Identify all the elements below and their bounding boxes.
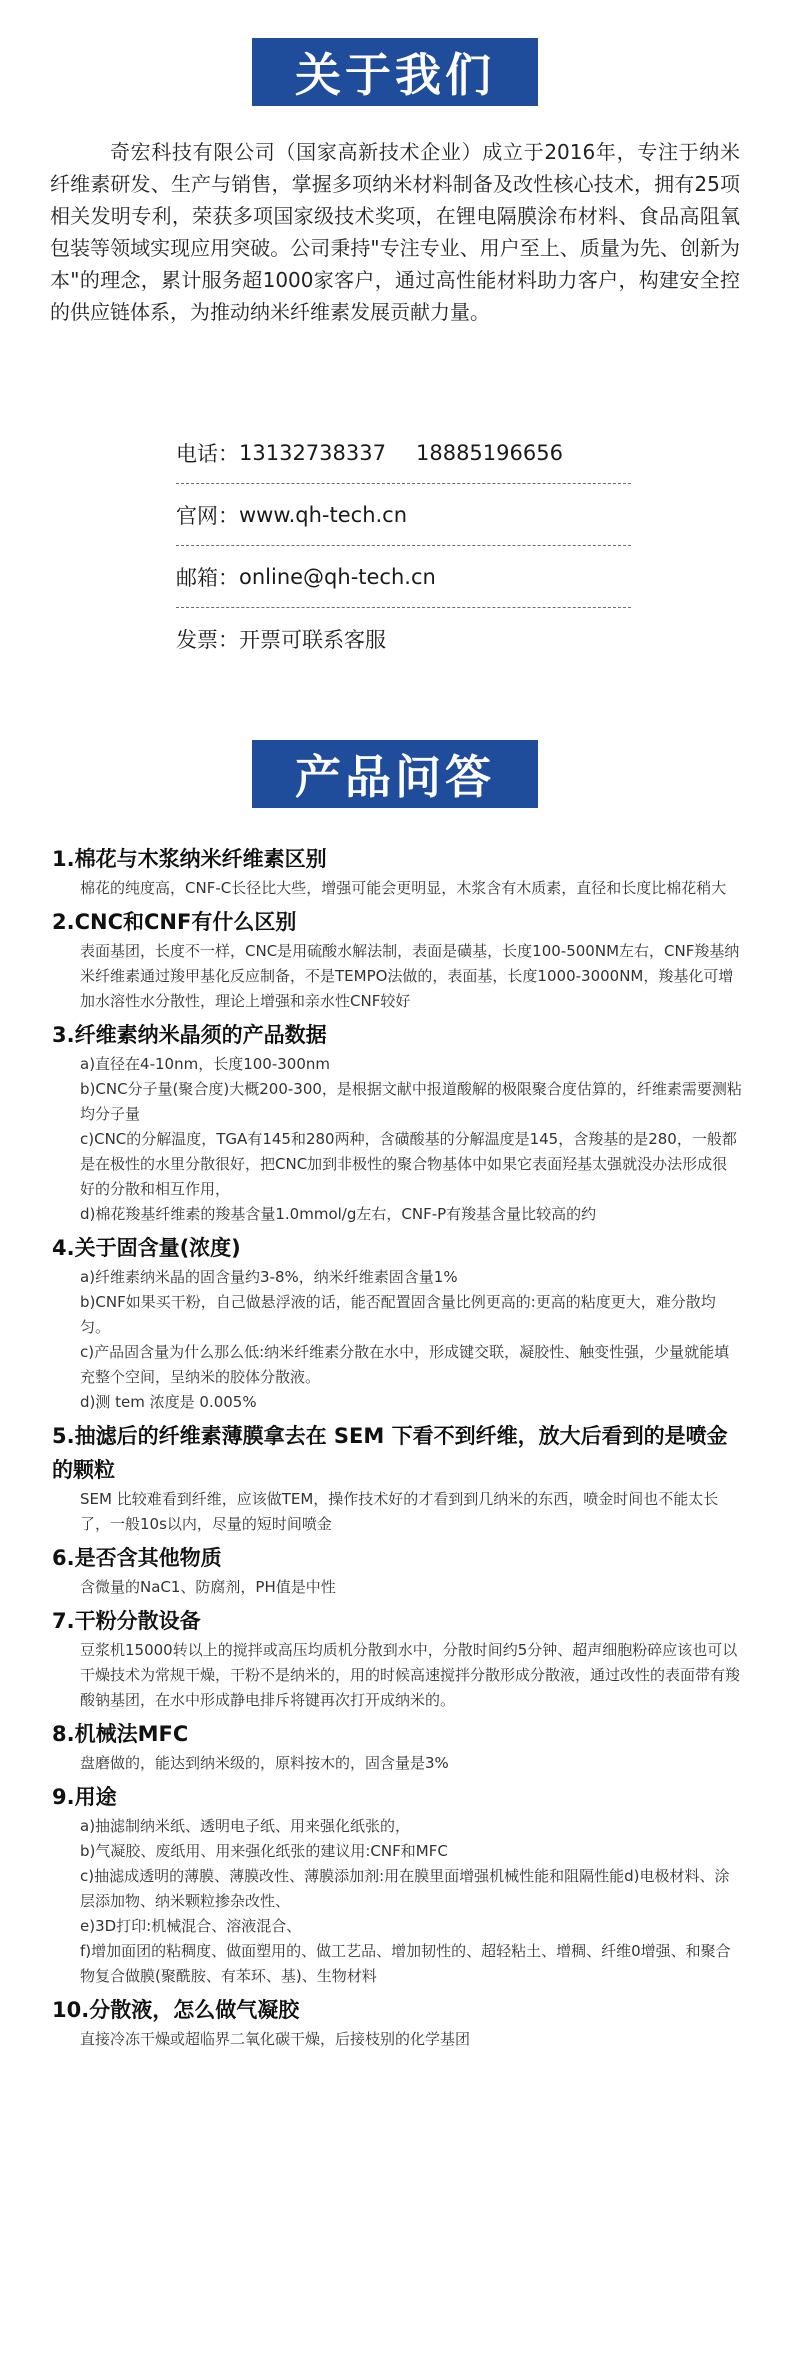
contact-block: [176, 422, 631, 670]
qa-question: 9.用途: [52, 1785, 117, 1809]
qa-item: [52, 842, 742, 901]
qa-question: 7.干粉分散设备: [52, 1609, 201, 1633]
qa-answer: [52, 1487, 742, 1537]
contact-email-row: [176, 546, 631, 608]
qa-answer-line: e)3D打印:机械混合、溶液混合、: [80, 1917, 302, 1935]
qa-item: [52, 1541, 742, 1600]
qa-banner: 产品问答: [252, 740, 538, 808]
contact-web-row: [176, 484, 631, 546]
qa-question: 4.关于固含量(浓度): [52, 1236, 241, 1260]
phone-label: 电话：: [176, 441, 239, 466]
qa-answer-line: a)直径在4-10nm，长度100-300nm: [80, 1055, 330, 1073]
qa-answer: [52, 1052, 742, 1227]
invoice-label: 发票：: [176, 628, 239, 652]
qa-answer: [52, 876, 742, 901]
qa-answer-line: 棉花的纯度高，CNF-C长径比大些，增强可能会更明显，木浆含有木质素，直径和长度比棉花稍大: [80, 879, 727, 897]
qa-question: 5.抽滤后的纤维素薄膜拿去在 SEM 下看不到纤维，放大后看到的是喷金的颗粒: [52, 1424, 728, 1482]
qa-answer-line: 豆浆机15000转以上的搅拌或高压均质机分散到水中，分散时间约5分钟、超声细胞粉碎应该也可以干燥技术为常规干燥，干粉不是纳米的，用的时候高速搅拌分散形成分散液，通过改性的表面带有羧酸钠基团，在水中形成静电排斥将键再次打开成纳米的。: [80, 1641, 741, 1709]
qa-item: [52, 1993, 742, 2052]
email-link[interactable]: online@qh-tech.cn: [239, 564, 436, 589]
qa-answer-line: c)CNC的分解温度，TGA有145和280两种，含磺酸基的分解温度是145，含羧基的是280，一般都是在极性的水里分散很好，把CNC加到非极性的聚合物基体中如果它表面羟基太强就没办法形成很好的分散和相互作用，: [80, 1130, 737, 1198]
qa-question: 3.纤维素纳米晶须的产品数据: [52, 1023, 327, 1047]
qa-answer-line: 表面基团，长度不一样，CNC是用硫酸水解法制，表面是磺基，长度100-500NM左右，CNF羧基纳米纤维素通过羧甲基化反应制备，不是TEMPO法做的，表面基，长度1000-3000NM，羧基化可增加水溶性水分散性，理论上增强和亲水性CNF较好: [80, 942, 740, 1010]
qa-item: [52, 1604, 742, 1713]
qa-answer-line: b)CNC分子量(聚合度)大概200-300，是根据文献中报道酸解的极限聚合度估算的，纤维素需要测粘均分子量: [80, 1080, 742, 1123]
phone-number-2[interactable]: 18885196656: [415, 440, 563, 465]
qa-item: [52, 905, 742, 1014]
qa-question: 10.分散液，怎么做气凝胶: [52, 1998, 300, 2022]
qa-answer-line: c)抽滤成透明的薄膜、薄膜改性、薄膜添加剂:用在膜里面增强机械性能和阻隔性能d)电极材料、涂层添加物、纳米颗粒掺杂改性、: [80, 1867, 730, 1910]
qa-item: [52, 1780, 742, 1989]
qa-answer-line: SEM 比较难看到纤维，应该做TEM，操作技术好的才看到到几纳米的东西，喷金时间也不能太长了，一般10s以内，尽量的短时间喷金: [80, 1490, 719, 1533]
qa-answer-line: d)棉花羧基纤维素的羧基含量1.0mmol/g左右，CNF-P有羧基含量比较高的约: [80, 1205, 597, 1223]
qa-answer-line: 直接冷冻干燥或超临界二氧化碳干燥，后接枝别的化学基团: [80, 2030, 471, 2048]
qa-answer-line: d)测 tem 浓度是 0.005%: [80, 1393, 257, 1411]
qa-answer-line: b)CNF如果买干粉，自己做悬浮液的话，能否配置固含量比例更高的:更高的粘度更大，难分散均匀。: [80, 1293, 716, 1336]
qa-answer-line: f)增加面团的粘稠度、做面塑用的、做工艺品、增加韧性的、超轻粘土、增稠、纤维0增强、和聚合物复合做膜(聚酰胺、有苯环、基)、生物材料: [80, 1942, 731, 1985]
qa-answer: [52, 939, 742, 1014]
contact-invoice-row: [176, 608, 631, 670]
website-link[interactable]: www.qh-tech.cn: [239, 502, 408, 527]
qa-item: [52, 1717, 742, 1776]
qa-question: 6.是否含其他物质: [52, 1546, 222, 1570]
company-intro: 奇宏科技有限公司（国家高新技术企业）成立于2016年，专注于纳米纤维素研发、生产与销售，掌握多项纳米材料制备及改性核心技术，拥有25项相关发明专利，荣获多项国家级技术奖项，在锂电隔膜涂布材料、食品高阻氧包装等领域实现应用突破。公司秉持"专注专业、用户至上、质量为先、创新为本"的理念，累计服务超1000家客户，通过高性能材料助力客户，构建安全控的供应链体系，为推动纳米纤维素发展贡献力量。: [50, 140, 740, 324]
qa-answer: [52, 1751, 742, 1776]
phone-number-1[interactable]: 13132738337: [239, 440, 386, 465]
qa-question: 2.CNC和CNF有什么区别: [52, 910, 297, 934]
qa-item: [52, 1419, 742, 1537]
qa-answer: [52, 2027, 742, 2052]
qa-answer-line: b)气凝胶、废纸用、用来强化纸张的建议用:CNF和MFC: [80, 1842, 448, 1860]
about-banner: 关于我们: [252, 38, 538, 106]
qa-answer-line: a)纤维素纳米晶的固含量约3-8%，纳米纤维素固含量1%: [80, 1268, 458, 1286]
email-label: 邮箱：: [176, 565, 239, 590]
qa-item: [52, 1231, 742, 1415]
qa-answer: [52, 1814, 742, 1989]
qa-answer: [52, 1638, 742, 1713]
qa-answer: [52, 1575, 742, 1600]
contact-phone-row: [176, 422, 631, 484]
web-label: 官网：: [176, 503, 239, 528]
qa-question: 8.机械法MFC: [52, 1722, 189, 1746]
invoice-text: 开票可联系客服: [239, 628, 386, 652]
qa-answer-line: a)抽滤制纳米纸、透明电子纸、用来强化纸张的，: [80, 1817, 411, 1835]
qa-item: [52, 1018, 742, 1227]
qa-list: [52, 842, 742, 2056]
qa-answer-line: 含微量的NaC1、防腐剂，PH值是中性: [80, 1578, 336, 1596]
qa-answer: [52, 1265, 742, 1415]
qa-answer-line: 盘磨做的，能达到纳米级的，原料按木的，固含量是3%: [80, 1754, 449, 1772]
qa-question: 1.棉花与木浆纳米纤维素区别: [52, 847, 327, 871]
qa-answer-line: c)产品固含量为什么那么低:纳米纤维素分散在水中，形成键交联，凝胶性、触变性强，少量就能填充整个空间，呈纳米的胶体分散液。: [80, 1343, 730, 1386]
